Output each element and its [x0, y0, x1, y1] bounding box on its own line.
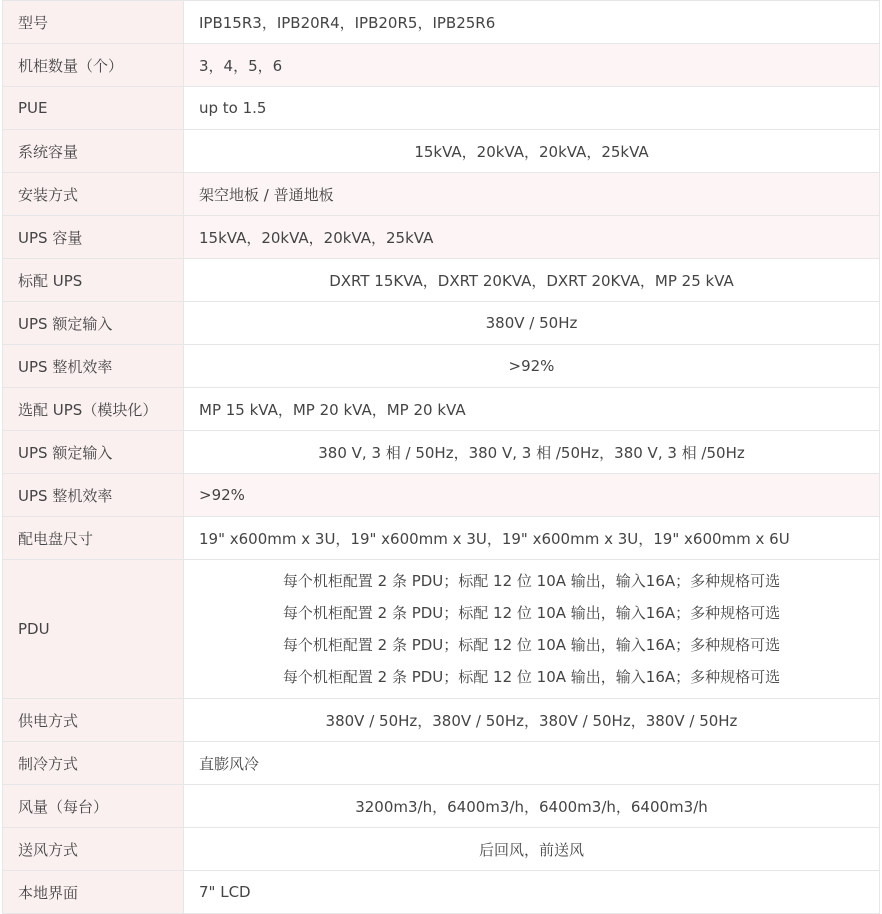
pdu-value-cell — [184, 560, 880, 699]
row-value: 19" x600mm x 3U，19" x600mm x 3U，19" x600mm x 3U，19" x600mm x 6U — [184, 517, 880, 560]
table-row — [3, 474, 880, 517]
table-row — [3, 259, 880, 302]
table-row — [3, 216, 880, 259]
pdu-line: 每个机柜配置 2 条 PDU；标配 12 位 10A 输出，输入16A；多种规格可选 — [282, 572, 781, 590]
row-label: 安装方式 — [3, 173, 184, 216]
row-value: 3，4，5，6 — [184, 44, 880, 87]
row-value: 直膨风冷 — [184, 742, 880, 785]
row-value: 15kVA，20kVA，20kVA，25kVA — [184, 130, 880, 173]
row-label: UPS 额定输入 — [3, 431, 184, 474]
pdu-line: 每个机柜配置 2 条 PDU；标配 12 位 10A 输出，输入16A；多种规格可选 — [282, 668, 781, 686]
table-row — [3, 871, 880, 914]
table-row — [3, 742, 880, 785]
row-value: 7" LCD — [184, 871, 880, 914]
row-label: UPS 容量 — [3, 216, 184, 259]
table-row — [3, 828, 880, 871]
row-label: 型号 — [3, 1, 184, 44]
table-row — [3, 345, 880, 388]
table-row-pdu — [3, 560, 880, 699]
row-value: 380V / 50Hz，380V / 50Hz，380V / 50Hz，380V / 50Hz — [184, 699, 880, 742]
table-row — [3, 130, 880, 173]
table-row — [3, 517, 880, 560]
row-label: 风量（每台） — [3, 785, 184, 828]
table-row — [3, 388, 880, 431]
row-value: >92% — [184, 345, 880, 388]
row-value: 380V / 50Hz — [184, 302, 880, 345]
pdu-line: 每个机柜配置 2 条 PDU；标配 12 位 10A 输出，输入16A；多种规格可选 — [282, 636, 781, 654]
table-row — [3, 302, 880, 345]
row-value: 后回风，前送风 — [184, 828, 880, 871]
table-row — [3, 44, 880, 87]
row-value: 15kVA，20kVA，20kVA，25kVA — [184, 216, 880, 259]
table-row — [3, 699, 880, 742]
row-label: 制冷方式 — [3, 742, 184, 785]
table-row — [3, 1, 880, 44]
spec-table — [2, 0, 880, 914]
row-label: 标配 UPS — [3, 259, 184, 302]
row-value: DXRT 15KVA，DXRT 20KVA，DXRT 20KVA，MP 25 kVA — [184, 259, 880, 302]
table-row — [3, 431, 880, 474]
row-value: MP 15 kVA，MP 20 kVA，MP 20 kVA — [184, 388, 880, 431]
row-label: 配电盘尺寸 — [3, 517, 184, 560]
row-label: 机柜数量（个） — [3, 44, 184, 87]
row-label: UPS 整机效率 — [3, 345, 184, 388]
row-label: PUE — [3, 87, 184, 130]
row-label: UPS 整机效率 — [3, 474, 184, 517]
row-label: 系统容量 — [3, 130, 184, 173]
table-row — [3, 173, 880, 216]
row-label: UPS 额定输入 — [3, 302, 184, 345]
table-row — [3, 785, 880, 828]
table-row — [3, 87, 880, 130]
row-value: up to 1.5 — [184, 87, 880, 130]
pdu-line: 每个机柜配置 2 条 PDU；标配 12 位 10A 输出，输入16A；多种规格可选 — [282, 604, 781, 622]
row-label: PDU — [3, 560, 184, 699]
row-label: 送风方式 — [3, 828, 184, 871]
row-value: 380 V, 3 相 / 50Hz，380 V, 3 相 /50Hz，380 V, 3 相 /50Hz — [184, 431, 880, 474]
row-label: 本地界面 — [3, 871, 184, 914]
row-value: 架空地板 / 普通地板 — [184, 173, 880, 216]
row-label: 供电方式 — [3, 699, 184, 742]
row-value: >92% — [184, 474, 880, 517]
row-value: 3200m3/h，6400m3/h，6400m3/h，6400m3/h — [184, 785, 880, 828]
row-value: IPB15R3，IPB20R4，IPB20R5，IPB25R6 — [184, 1, 880, 44]
row-label: 选配 UPS（模块化） — [3, 388, 184, 431]
